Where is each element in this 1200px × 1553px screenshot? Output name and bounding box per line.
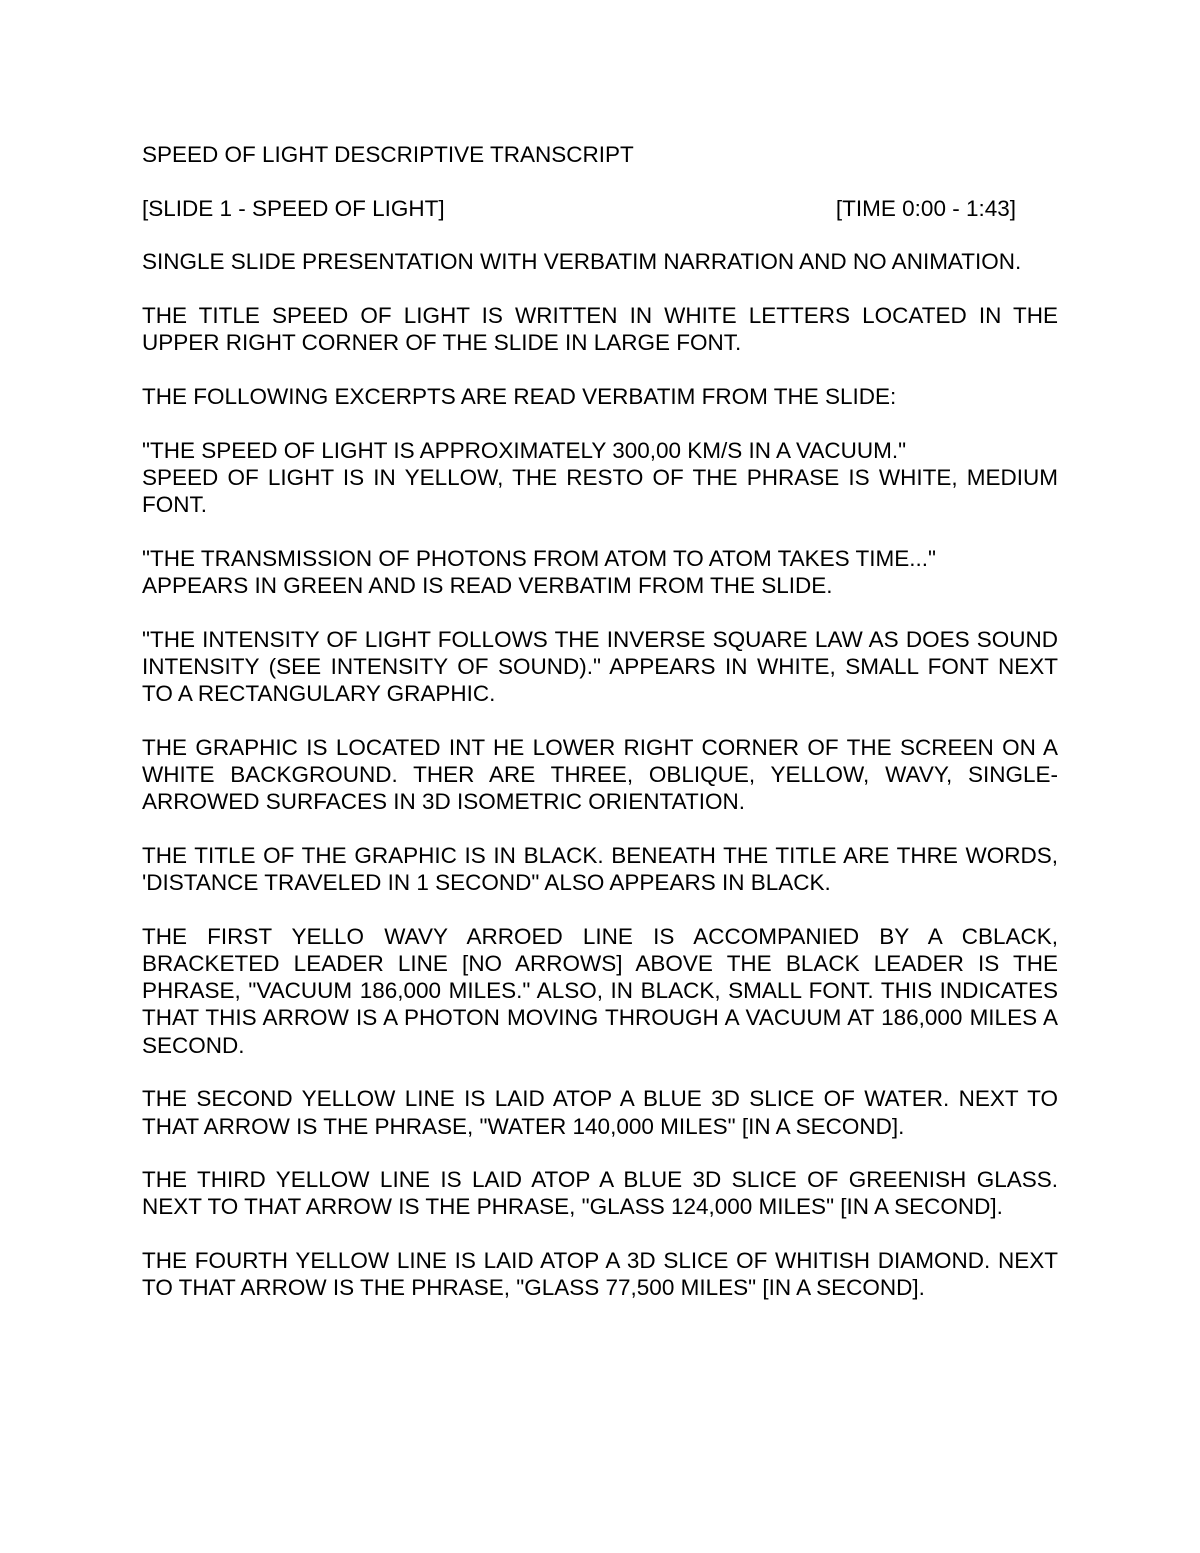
paragraph-title-description: THE TITLE SPEED OF LIGHT IS WRITTEN IN WHITE LETTERS LOCATED IN THE UPPER RIGHT CORNER OF THE SLIDE IN LARGE FONT. — [142, 303, 1058, 356]
paragraph-fourth-line: THE FOURTH YELLOW LINE IS LAID ATOP A 3D SLICE OF WHITISH DIAMOND. NEXT TO THAT ARROW IS THE PHRASE, "GLASS 77,500 MILES" [IN A SECOND]. — [142, 1248, 1058, 1301]
excerpt-transmission-quote: "THE TRANSMISSION OF PHOTONS FROM ATOM TO ATOM TAKES TIME..." — [142, 545, 937, 571]
time-label: [TIME 0:00 - 1:43] — [835, 195, 1016, 221]
excerpt-transmission-description: APPEARS IN GREEN AND IS READ VERBATIM FROM THE SLIDE. — [142, 573, 833, 599]
excerpt-group-speed — [142, 437, 1058, 519]
paragraph-intensity: "THE INTENSITY OF LIGHT FOLLOWS THE INVERSE SQUARE LAW AS DOES SOUND INTENSITY (SEE INTENSITY OF SOUND)." APPEARS IN WHITE, SMALL FONT NEXT TO A RECTANGULARY GRAPHIC. — [142, 626, 1058, 707]
paragraph-graphic-title: THE TITLE OF THE GRAPHIC IS IN BLACK. BENEATH THE TITLE ARE THRE WORDS, 'DISTANCE TRAVELED IN 1 SECOND" ALSO APPEARS IN BLACK. — [142, 842, 1058, 896]
slide-label: [SLIDE 1 - SPEED OF LIGHT] — [142, 195, 445, 221]
excerpt-speed-quote: "THE SPEED OF LIGHT IS APPROXIMATELY 300,00 KM/S IN A VACUUM." — [142, 437, 907, 463]
paragraph-second-line: THE SECOND YELLOW LINE IS LAID ATOP A BLUE 3D SLICE OF WATER. NEXT TO THAT ARROW IS THE PHRASE, "WATER 140,000 MILES" [IN A SECOND]. — [142, 1086, 1058, 1139]
paragraph-graphic-location: THE GRAPHIC IS LOCATED INT HE LOWER RIGHT CORNER OF THE SCREEN ON A WHITE BACKGROUND. THER ARE THREE, OBLIQUE, YELLOW, WAVY, SINGLE-ARROWED SURFACES IN 3D ISOMETRIC ORIENTATION. — [142, 734, 1058, 815]
paragraph-excerpts-intro: THE FOLLOWING EXCERPTS ARE READ VERBATIM FROM THE SLIDE: — [142, 384, 897, 410]
transcript-page — [142, 141, 1058, 1328]
excerpt-speed-description: SPEED OF LIGHT IS IN YELLOW, THE RESTO OF THE PHRASE IS WHITE, MEDIUM FONT. — [142, 464, 1058, 518]
slide-header — [142, 195, 1058, 222]
paragraph-presentation-type: SINGLE SLIDE PRESENTATION WITH VERBATIM NARRATION AND NO ANIMATION. — [142, 249, 1022, 275]
paragraph-third-line: THE THIRD YELLOW LINE IS LAID ATOP A BLUE 3D SLICE OF GREENISH GLASS. NEXT TO THAT ARROW IS THE PHRASE, "GLASS 124,000 MILES" [IN A SECOND]. — [142, 1167, 1058, 1220]
document-title: SPEED OF LIGHT DESCRIPTIVE TRANSCRIPT — [142, 142, 634, 167]
paragraph-first-line: THE FIRST YELLO WAVY ARROED LINE IS ACCOMPANIED BY A CBLACK, BRACKETED LEADER LINE [NO ARROWS] ABOVE THE BLACK LEADER IS THE PHRASE, "VACUUM 186,000 MILES." ALSO, IN BLACK, SMALL FONT. THIS INDICATES THAT THIS ARROW IS A PHOTON MOVING THROUGH A VACUUM AT 186,000 MILES A SECOND. — [142, 923, 1058, 1058]
excerpt-group-transmission — [142, 545, 1058, 599]
